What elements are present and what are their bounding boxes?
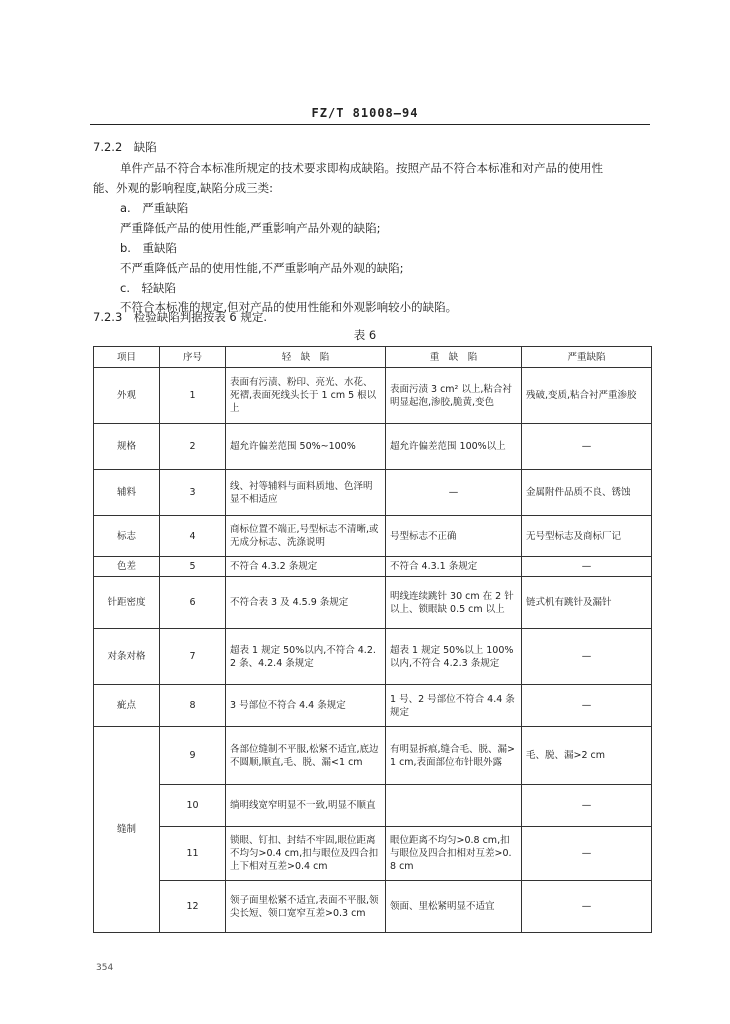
- row-critical: 金属附件品质不良、锈蚀: [522, 470, 652, 516]
- row-item: 疵点: [94, 685, 160, 727]
- header-critical-defect: 严重缺陷: [522, 347, 652, 368]
- header-item: 项目: [94, 347, 160, 368]
- table-caption: 表 6: [353, 328, 377, 342]
- row-minor: 绱明线宽窄明显不一致,明显不顺直: [226, 785, 386, 827]
- row-item: 外观: [94, 368, 160, 424]
- row-number: 12: [160, 881, 226, 933]
- item-c-label: c. 轻缺陷: [120, 281, 176, 295]
- standard-header: FZ/T 81008—94: [311, 106, 419, 120]
- row-major: 领面、里松紧明显不适宜: [386, 881, 522, 933]
- page-number: 354: [96, 963, 114, 973]
- row-number: 1: [160, 368, 226, 424]
- clause-7-2-3: 7.2.3 检验缺陷判据按表 6 规定.: [93, 310, 268, 324]
- row-major: [386, 785, 522, 827]
- section-heading: 7.2.2 缺陷: [93, 140, 157, 154]
- table-row: [94, 424, 652, 470]
- table-row: [94, 881, 652, 933]
- row-major: 有明显拆痕,缝合毛、脱、漏>1 cm,表面部位布针眼外露: [386, 727, 522, 785]
- row-number: 5: [160, 557, 226, 577]
- table-row: [94, 827, 652, 881]
- row-number: 2: [160, 424, 226, 470]
- item-a-label: a. 严重缺陷: [120, 201, 189, 215]
- item-b-label: b. 重缺陷: [120, 241, 177, 255]
- row-number: 11: [160, 827, 226, 881]
- row-minor: 各部位缝制不平服,松紧不适宜,底边不圆顺,顺直,毛、脱、漏<1 cm: [226, 727, 386, 785]
- row-minor: 表面有污渍、粉印、亮光、水花、死褶,表面死线头长于 1 cm 5 根以上: [226, 368, 386, 424]
- row-critical: 毛、脱、漏>2 cm: [522, 727, 652, 785]
- row-item: 针距密度: [94, 577, 160, 629]
- row-critical: 无号型标志及商标厂记: [522, 516, 652, 557]
- row-critical: 链式机有跳针及漏针: [522, 577, 652, 629]
- row-number: 10: [160, 785, 226, 827]
- header-rule: [90, 124, 650, 125]
- row-number: 4: [160, 516, 226, 557]
- table-row: [94, 577, 652, 629]
- row-critical: —: [522, 685, 652, 727]
- row-minor: 超允许偏差范围 50%~100%: [226, 424, 386, 470]
- item-b-text: 不严重降低产品的使用性能,不严重影响产品外观的缺陷;: [120, 261, 404, 275]
- row-critical: —: [522, 785, 652, 827]
- header-number: 序号: [160, 347, 226, 368]
- table-header-row: [94, 347, 652, 368]
- row-minor: 不符合表 3 及 4.5.9 条规定: [226, 577, 386, 629]
- row-critical: —: [522, 827, 652, 881]
- defect-table: [93, 346, 652, 933]
- row-minor: 3 号部位不符合 4.4 条规定: [226, 685, 386, 727]
- row-minor: 锁眼、钉扣、封结不牢固,眼位距离不均匀>0.4 cm,扣与眼位及四合扣上下相对互差>0.4 cm: [226, 827, 386, 881]
- row-critical: —: [522, 557, 652, 577]
- row-minor: 不符合 4.3.2 条规定: [226, 557, 386, 577]
- row-number: 6: [160, 577, 226, 629]
- row-number: 8: [160, 685, 226, 727]
- row-minor: 商标位置不端正,号型标志不清晰,或无成分标志、洗涤说明: [226, 516, 386, 557]
- row-item: 辅料: [94, 470, 160, 516]
- row-item-sewing: 缝制: [94, 727, 160, 933]
- row-minor: 领子面里松紧不适宜,表面不平服,领尖长短、领口宽窄互差>0.3 cm: [226, 881, 386, 933]
- item-a-text: 严重降低产品的使用性能,严重影响产品外观的缺陷;: [120, 221, 381, 235]
- table-row: [94, 629, 652, 685]
- row-critical: —: [522, 629, 652, 685]
- table-row: [94, 685, 652, 727]
- row-critical: —: [522, 881, 652, 933]
- row-number: 3: [160, 470, 226, 516]
- table-row: [94, 727, 652, 785]
- row-major: —: [386, 470, 522, 516]
- row-major: 眼位距离不均匀>0.8 cm,扣与眼位及四合扣相对互差>0.8 cm: [386, 827, 522, 881]
- row-major: 明线连续跳针 30 cm 在 2 针以上、锁眼缺 0.5 cm 以上: [386, 577, 522, 629]
- row-minor: 线、衬等辅料与面料质地、色泽明显不相适应: [226, 470, 386, 516]
- row-item: 对条对格: [94, 629, 160, 685]
- row-critical: —: [522, 424, 652, 470]
- row-major: 号型标志不正确: [386, 516, 522, 557]
- intro-line-2: 能、外观的影响程度,缺陷分成三类:: [93, 181, 274, 195]
- row-item: 标志: [94, 516, 160, 557]
- table-row: [94, 368, 652, 424]
- row-item: 色差: [94, 557, 160, 577]
- table-row: [94, 470, 652, 516]
- intro-line-1: 单件产品不符合本标准所规定的技术要求即构成缺陷。按照产品不符合本标准和对产品的使用性: [120, 161, 603, 175]
- row-item: 规格: [94, 424, 160, 470]
- table-row: [94, 785, 652, 827]
- table-row: [94, 557, 652, 577]
- table-row: [94, 516, 652, 557]
- row-major: 表面污渍 3 cm² 以上,粘合衬明显起泡,渗胶,脆黄,变色: [386, 368, 522, 424]
- row-major: 超表 1 规定 50%以上 100%以内,不符合 4.2.3 条规定: [386, 629, 522, 685]
- row-minor: 超表 1 规定 50%以内,不符合 4.2.2 条、4.2.4 条规定: [226, 629, 386, 685]
- row-major: 不符合 4.3.1 条规定: [386, 557, 522, 577]
- row-major: 1 号、2 号部位不符合 4.4 条规定: [386, 685, 522, 727]
- row-number: 7: [160, 629, 226, 685]
- header-minor-defect: 轻 缺 陷: [226, 347, 386, 368]
- header-major-defect: 重 缺 陷: [386, 347, 522, 368]
- row-major: 超允许偏差范围 100%以上: [386, 424, 522, 470]
- item-c-text: 不符合本标准的规定,但对产品的使用性能和外观影响较小的缺陷。: [120, 300, 458, 314]
- row-critical: 残破,变质,粘合衬严重渗胶: [522, 368, 652, 424]
- row-number: 9: [160, 727, 226, 785]
